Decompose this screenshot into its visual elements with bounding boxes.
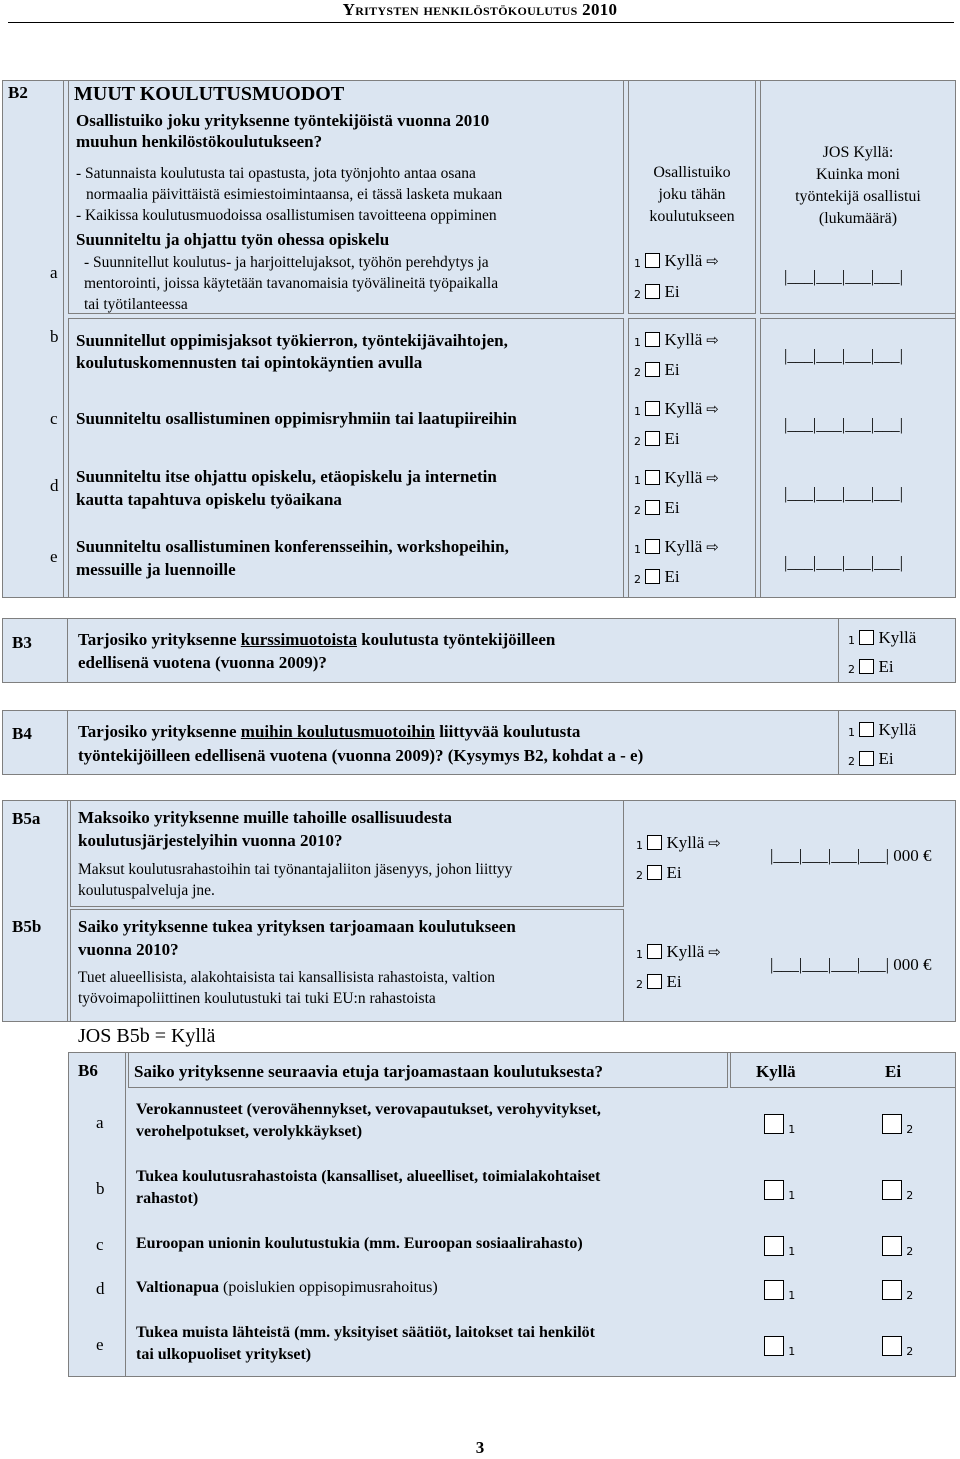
b6-d-yes-option[interactable]: 1 xyxy=(764,1280,795,1307)
checkbox xyxy=(645,332,660,347)
arrow-right-icon: ⇨ xyxy=(706,469,719,487)
b6-row-e-line2: tai ulkopuoliset yritykset) xyxy=(136,1346,312,1363)
b2-row-e-title2: messuille ja luennoille xyxy=(76,560,236,579)
b2-e-no-option[interactable]: 2 Ei xyxy=(634,567,680,586)
b2-c-yes-option[interactable]: 1 Kyllä ⇨ xyxy=(634,399,719,418)
b2-title: MUUT KOULUTUSMUODOT xyxy=(74,83,345,105)
b2-code: B2 xyxy=(8,83,28,102)
b4-yes-option[interactable]: 1 Kyllä xyxy=(848,720,917,739)
b6-row-d-letter: d xyxy=(96,1279,105,1298)
arrow-right-icon: ⇨ xyxy=(706,331,719,349)
b6-col-no: Ei xyxy=(885,1062,902,1081)
b2-c-no-option[interactable]: 2 Ei xyxy=(634,429,680,448)
b6-c-yes-option[interactable]: 1 xyxy=(764,1236,795,1263)
b2-row-a-desc1: - Suunnitellut koulutus- ja harjoittelujaksot, työhön perehdytys ja xyxy=(84,254,489,271)
b6-row-b-line2: rahastot) xyxy=(136,1190,199,1207)
b6-row-a-line2: verohelpotukset, verolykkäykset) xyxy=(136,1123,363,1140)
b2-note1-line2: normaalia päivittäistä esimiestoimintaansa, ei tässä lasketa mukaan xyxy=(86,186,503,203)
b4-no-option[interactable]: 2 Ei xyxy=(848,749,894,768)
b2-row-b-title2: koulutuskomennusten tai opintokäyntien avulla xyxy=(76,353,423,372)
checkbox xyxy=(645,569,660,584)
b5b-code: B5b xyxy=(12,917,42,936)
checkbox xyxy=(764,1236,784,1256)
checkbox xyxy=(882,1336,902,1356)
arrow-right-icon: ⇨ xyxy=(708,943,721,961)
b6-d-no-option[interactable]: 2 xyxy=(882,1280,913,1307)
b6-e-no-option[interactable]: 2 xyxy=(882,1336,913,1363)
col-count-header: JOS Kyllä: Kuinka moni työntekijä osallistui (lukumäärä) xyxy=(795,144,921,227)
arrow-right-icon: ⇨ xyxy=(706,400,719,418)
b3-question-line2: edellisenä vuotena (vuonna 2009)? xyxy=(78,653,327,672)
b2-row-d-title2: kautta tapahtuva opiskelu työaikana xyxy=(76,490,342,509)
checkbox xyxy=(764,1336,784,1356)
b3-no-option[interactable]: 2 Ei xyxy=(848,657,894,676)
checkbox xyxy=(645,253,660,268)
checkbox xyxy=(645,539,660,554)
col-participated-header: Osallistuiko joku tähän koulutukseen xyxy=(649,164,735,225)
b2-note1-line1: - Satunnaista koulutusta tai opastusta, jota työnjohto antaa osana xyxy=(76,165,476,182)
b6-b-yes-option[interactable]: 1 xyxy=(764,1180,795,1207)
b6-question: Saiko yrityksenne seuraavia etuja tarjoamastaan koulutuksesta? xyxy=(134,1062,603,1081)
page-number: 3 xyxy=(475,1438,485,1457)
b6-row-a-letter: a xyxy=(96,1113,104,1132)
b4-question-line1: Tarjosiko yrityksenne muihin koulutusmuotoihin liittyvää koulutusta xyxy=(78,722,581,741)
b2-row-c-title1: Suunniteltu osallistuminen oppimisryhmiin tai laatupiireihin xyxy=(76,409,517,428)
b6-row-c-letter: c xyxy=(96,1235,104,1254)
b5b-question-line1: Saiko yrityksenne tukea yrityksen tarjoamaan koulutukseen xyxy=(78,917,516,936)
b2-note2: - Kaikissa koulutusmuodoissa osallistumisen tavoitteena oppiminen xyxy=(76,207,497,224)
b6-row-b-letter: b xyxy=(96,1179,105,1198)
b6-row-e-letter: e xyxy=(96,1335,104,1354)
checkbox xyxy=(647,974,662,989)
b2-d-yes-option[interactable]: 1 Kyllä ⇨ xyxy=(634,468,719,487)
b6-row-c-line1: Euroopan unionin koulutustukia (mm. Euroopan sosiaalirahasto) xyxy=(136,1235,583,1252)
b2-row-b-letter: b xyxy=(50,327,59,346)
b5b-question-line2: vuonna 2010? xyxy=(78,940,179,959)
b6-e-yes-option[interactable]: 1 xyxy=(764,1336,795,1363)
b5a-question-line2: koulutusjärjestelyihin vuonna 2010? xyxy=(78,831,343,850)
b5a-yes-option[interactable]: 1 Kyllä ⇨ xyxy=(636,833,721,852)
b3-code: B3 xyxy=(12,633,32,652)
b4-code: B4 xyxy=(12,724,32,743)
checkbox xyxy=(882,1180,902,1200)
checkbox xyxy=(764,1114,784,1134)
b6-row-a-line1: Verokannusteet (verovähennykset, verovapautukset, verohyvitykset, xyxy=(136,1101,601,1118)
arrow-right-icon: ⇨ xyxy=(706,252,719,270)
b2-row-a-desc2: mentorointi, joissa käytetään tavanomaisia työvälineitä työpaikalla xyxy=(84,275,499,292)
b6-row-e-line1: Tukea muista lähteistä (mm. yksityiset säätiöt, laitokset tai henkilöt xyxy=(136,1324,595,1341)
b5a-no-option[interactable]: 2 Ei xyxy=(636,863,682,882)
b2-a-count-field[interactable]: |___|___|___|___| xyxy=(784,267,904,286)
checkbox xyxy=(647,944,662,959)
checkbox xyxy=(645,470,660,485)
b2-question-line1: Osallistuiko joku yrityksenne työntekijöistä vuonna 2010 xyxy=(76,111,490,130)
b2-e-count-field[interactable]: |___|___|___|___| xyxy=(784,553,904,572)
b2-c-count-field[interactable]: |___|___|___|___| xyxy=(784,415,904,434)
b6-row-b-line1: Tukea koulutusrahastoista (kansalliset, alueelliset, toimialakohtaiset xyxy=(136,1168,601,1185)
b6-b-no-option[interactable]: 2 xyxy=(882,1180,913,1207)
checkbox xyxy=(859,659,874,674)
b2-row-e-title1: Suunniteltu osallistuminen konferensseihin, workshopeihin, xyxy=(76,537,509,556)
checkbox xyxy=(645,431,660,446)
b5b-no-option[interactable]: 2 Ei xyxy=(636,972,682,991)
b2-a-no-option[interactable]: 2 Ei xyxy=(634,282,680,301)
checkbox xyxy=(647,835,662,850)
checkbox xyxy=(764,1280,784,1300)
checkbox xyxy=(645,401,660,416)
b2-e-yes-option[interactable]: 1 Kyllä ⇨ xyxy=(634,537,719,556)
b2-row-a-desc3: tai työtilanteessa xyxy=(84,296,188,313)
b2-row-a-title: Suunniteltu ja ohjattu työn ohessa opiskelu xyxy=(76,230,390,249)
checkbox xyxy=(859,751,874,766)
b2-row-c-letter: c xyxy=(50,409,58,428)
checkbox xyxy=(859,722,874,737)
b5a-question-line1: Maksoiko yrityksenne muille tahoille osallisuudesta xyxy=(78,808,453,827)
b6-col-yes: Kyllä xyxy=(756,1062,796,1081)
arrow-right-icon: ⇨ xyxy=(708,834,721,852)
b5a-note-line1: Maksut koulutusrahastoihin tai työnantajaliiton jäsenyys, johon liittyy xyxy=(78,861,513,878)
b4-question-line2: työntekijöilleen edellisenä vuotena (vuonna 2009)? (Kysymys B2, kohdat a - e) xyxy=(78,746,644,765)
b2-b-yes-option[interactable]: 1 Kyllä ⇨ xyxy=(634,330,719,349)
b3-question-line1: Tarjosiko yrityksenne kurssimuotoista koulutusta työntekijöilleen xyxy=(78,630,556,649)
b6-code-column xyxy=(68,1052,126,1377)
b6-row-d-line1: Valtionapua (poislukien oppisopimusrahoitus) xyxy=(136,1279,438,1296)
b6-a-no-option[interactable]: 2 xyxy=(882,1114,913,1141)
b2-d-no-option[interactable]: 2 Ei xyxy=(634,498,680,517)
b2-d-count-field[interactable]: |___|___|___|___| xyxy=(784,484,904,503)
checkbox xyxy=(764,1180,784,1200)
b2-b-count-field[interactable]: |___|___|___|___| xyxy=(784,346,904,365)
arrow-right-icon: ⇨ xyxy=(706,538,719,556)
b5b-yes-option[interactable]: 1 Kyllä ⇨ xyxy=(636,942,721,961)
b2-a-yes-option[interactable]: 1 Kyllä ⇨ xyxy=(634,251,719,270)
b5b-note-line1: Tuet alueellisista, alakohtaisista tai kansallisista rahastoista, valtion xyxy=(78,969,495,986)
page-header: Yritysten henkilöstökoulutus 2010 xyxy=(342,0,618,19)
b6-code: B6 xyxy=(78,1061,98,1080)
b6-a-yes-option[interactable]: 1 xyxy=(764,1114,795,1141)
b2-row-d-letter: d xyxy=(50,476,59,495)
b3-yes-option[interactable]: 1 Kyllä xyxy=(848,628,917,647)
checkbox xyxy=(645,362,660,377)
b5b-note-line2: työvoimapoliittinen koulutustuki tai tuki EU:n rahastoista xyxy=(78,990,436,1007)
b2-row-b-title1: Suunnitellut oppimisjaksot työkierron, työntekijävaihtojen, xyxy=(76,331,508,350)
b5b-amount-field[interactable]: |___|___|___|___| 000 € xyxy=(770,955,932,974)
b2-row-e-letter: e xyxy=(50,547,58,566)
checkbox xyxy=(647,865,662,880)
checkbox xyxy=(882,1280,902,1300)
checkbox xyxy=(645,284,660,299)
b5-code-column xyxy=(2,800,68,1022)
b6-c-no-option[interactable]: 2 xyxy=(882,1236,913,1263)
b5a-amount-field[interactable]: |___|___|___|___| 000 € xyxy=(770,846,932,865)
checkbox xyxy=(882,1236,902,1256)
checkbox xyxy=(882,1114,902,1134)
header-rule xyxy=(8,22,954,23)
b2-question-line2: muuhun henkilöstökoulutukseen? xyxy=(76,132,323,151)
b2-b-no-option[interactable]: 2 Ei xyxy=(634,360,680,379)
b5a-code: B5a xyxy=(12,809,41,828)
checkbox xyxy=(645,500,660,515)
b5a-note-line2: koulutuspalveluja jne. xyxy=(78,882,215,899)
checkbox xyxy=(859,630,874,645)
b2-row-a-letter: a xyxy=(50,263,58,282)
b2-row-d-title1: Suunniteltu itse ohjattu opiskelu, etäopiskelu ja internetin xyxy=(76,467,497,486)
b5b-condition-label: JOS B5b = Kyllä xyxy=(78,1025,216,1047)
